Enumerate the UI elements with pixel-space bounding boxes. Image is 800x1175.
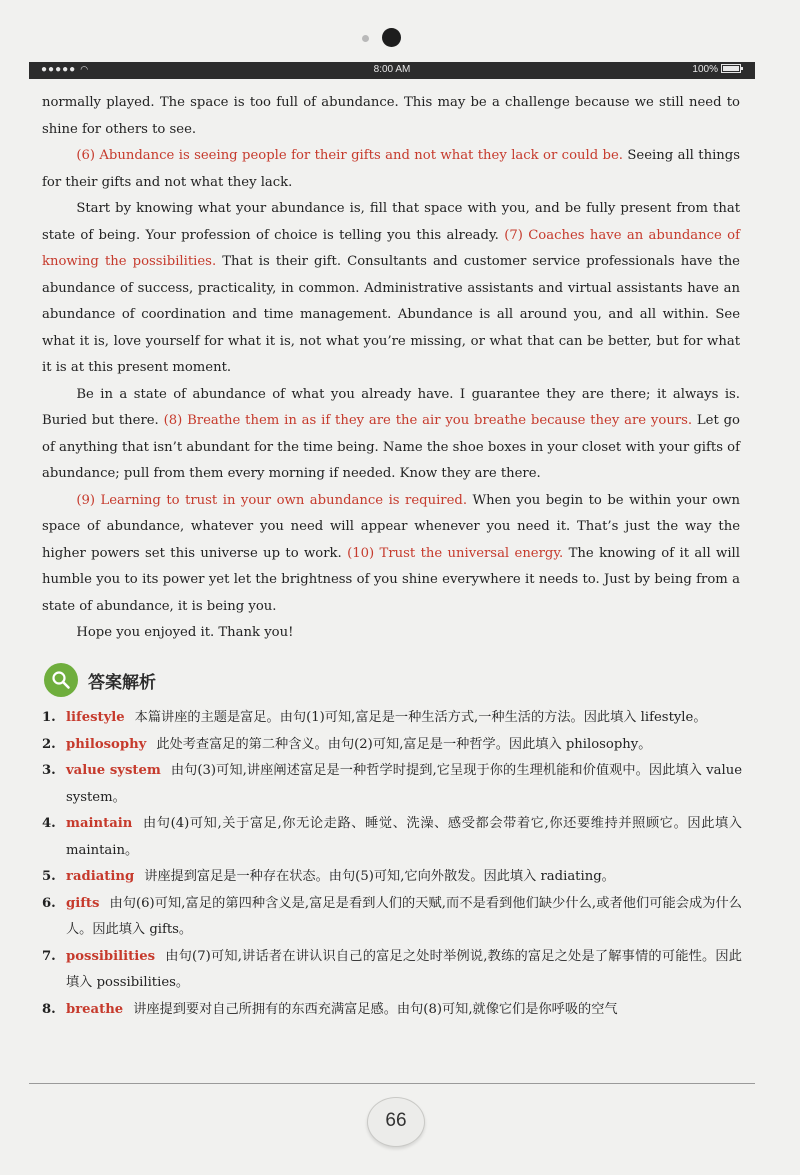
passage-paragraph <box>42 196 740 382</box>
passage-paragraph <box>42 90 740 143</box>
answer-explanation: 由句(4)可知,关于富足,你无论走路、睡觉、洗澡、感受都会带着它,你还要维持并照顾它。因此填入 maintain。 <box>66 816 742 858</box>
answer-number: 4. <box>42 816 56 831</box>
signal-strength-icon: ●●●●● <box>41 64 77 75</box>
passage-sentence: Seeing all things for their gifts and not what they lack. <box>42 148 740 190</box>
highlighted-sentence: (7) Coaches have an abundance of knowing the possibilities. <box>42 227 740 269</box>
analysis-title: 答案解析 <box>88 673 156 693</box>
status-bar <box>29 62 755 79</box>
passage-sentence: Start by knowing what your abundance is, fill that space with you, and be fully present from that state of being. Your profession of choice is telling you this already. <box>42 201 740 243</box>
answer-item <box>42 732 742 759</box>
passage-sentence: Be in a state of abundance of what you already have. I guarantee they are there; it always is. Buried but there. <box>42 386 740 428</box>
answer-number: 2. <box>42 736 56 752</box>
battery-icon <box>721 64 741 73</box>
battery-indicator <box>692 64 741 75</box>
answer-item <box>42 811 742 864</box>
answer-number: 1. <box>42 710 56 725</box>
answer-number: 3. <box>42 763 56 778</box>
answer-item <box>42 891 742 944</box>
passage-paragraph <box>42 143 740 196</box>
passage-sentence: Let go of anything that isn’t abundant for the time being. Name the shoe boxes in your closet with your gifts of abundance; pull from them every morning if needed. Know they are there. <box>42 413 740 481</box>
answer-keyword: breathe <box>66 1001 124 1017</box>
passage-paragraph <box>42 382 740 488</box>
answer-keyword: value system <box>66 763 161 778</box>
answer-item <box>42 758 742 811</box>
bottom-divider <box>29 1083 755 1084</box>
answer-analysis-header <box>44 663 344 697</box>
highlighted-sentence: (8) Breathe them in as if they are the air you breathe because they are yours. <box>163 413 693 428</box>
passage-paragraph <box>42 620 740 647</box>
answer-number: 7. <box>42 948 56 964</box>
passage-sentence: That is their gift. Consultants and customer service professionals have the abundance of success, practicality, in common. Administrative assistants and virtual assistants have an abundance of coordination and time management. Abundance is all around you, and all within. See what it is, love yourself for what it is, not what you’re missing, or what that can be better, but for what it is at this present moment. <box>42 254 740 375</box>
answer-keyword: radiating <box>66 869 135 884</box>
highlighted-sentence: (10) Trust the universal energy. <box>347 545 564 561</box>
answer-item <box>42 997 742 1024</box>
wifi-icon: ◠ <box>80 64 90 74</box>
page-number-badge <box>367 1097 425 1147</box>
answer-explanation: 由句(3)可知,讲座阐述富足是一种哲学时提到,它呈现于你的生理机能和价值观中。因此填入 value system。 <box>66 763 742 805</box>
passage-paragraph <box>42 488 740 621</box>
passage-sentence: normally played. The space is too full of abundance. This may be a challenge because we still need to shine for others to see. <box>42 95 740 137</box>
answer-explanation: 此处考查富足的第二种含义。由句(2)可知,富足是一种哲学。因此填入 philosophy。 <box>156 736 652 752</box>
answer-keyword: lifestyle <box>66 710 125 725</box>
status-time: 8:00 AM <box>373 64 411 75</box>
passage-sentence: When you begin to be within your own space of abundance, whatever you need will appear whenever you need it. That’s just the way the higher powers set this universe up to work. <box>42 492 740 561</box>
answer-item <box>42 944 742 997</box>
answer-keyword: maintain <box>66 816 133 831</box>
answer-explanation: 由句(6)可知,富足的第四种含义是,富足是看到人们的天赋,而不是看到他们缺少什么,或者他们可能会成为什么人。因此填入 gifts。 <box>66 895 742 937</box>
highlighted-sentence: (6) Abundance is seeing people for their gifts and not what they lack or could be. <box>76 148 623 163</box>
answer-item <box>42 705 742 732</box>
answer-item <box>42 864 742 891</box>
answer-number: 8. <box>42 1001 56 1017</box>
highlighted-sentence: (9) Learning to trust in your own abundance is required. <box>76 492 468 508</box>
answer-list <box>42 705 742 1023</box>
answer-keyword: possibilities <box>66 948 156 964</box>
camera-indicator-dot <box>362 35 369 42</box>
answer-explanation: 讲座提到富足是一种存在状态。由句(5)可知,它向外散发。因此填入 radiating。 <box>144 869 615 884</box>
passage-sentence: The knowing of it all will humble you to its power yet let the brightness of you shine everywhere it needs to. Just by being from a state of abundance, it is being you. <box>42 545 740 614</box>
passage-sentence: Hope you enjoyed it. Thank you! <box>76 625 294 640</box>
magnifier-icon <box>44 663 78 697</box>
camera-lens <box>382 28 401 47</box>
passage-text <box>42 90 740 647</box>
answer-keyword: gifts <box>66 895 100 911</box>
page-number: 66 <box>385 1110 407 1131</box>
answer-explanation: 本篇讲座的主题是富足。由句(1)可知,富足是一种生活方式,一种生活的方法。因此填入 lifestyle。 <box>134 710 707 725</box>
answer-keyword: philosophy <box>66 736 147 752</box>
battery-percent: 100% <box>692 64 718 75</box>
answer-number: 5. <box>42 869 56 884</box>
answer-number: 6. <box>42 895 56 911</box>
answer-explanation: 讲座提到要对自己所拥有的东西充满富足感。由句(8)可知,就像它们是你呼吸的空气 <box>133 1001 618 1017</box>
answer-explanation: 由句(7)可知,讲话者在讲认识自己的富足之处时举例说,教练的富足之处是了解事情的可能性。因此填入 possibilities。 <box>66 948 742 990</box>
